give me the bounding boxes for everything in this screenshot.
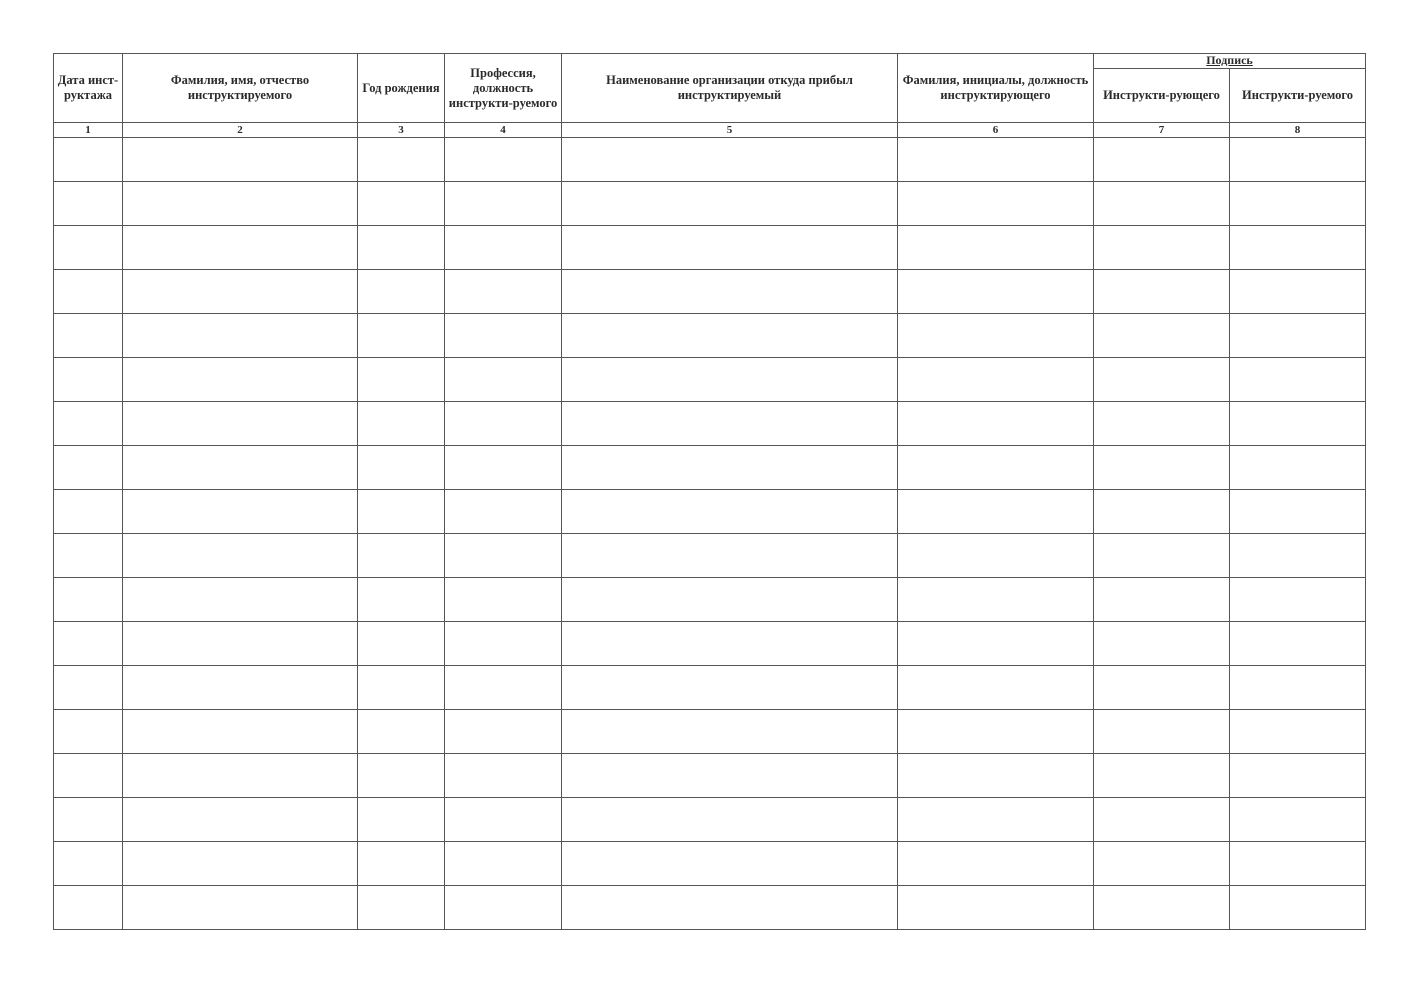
table-cell[interactable]: [1094, 358, 1230, 402]
table-row: [54, 710, 1366, 754]
table-cell[interactable]: [123, 358, 358, 402]
table-cell[interactable]: [358, 358, 445, 402]
table-cell[interactable]: [123, 578, 358, 622]
table-cell[interactable]: [358, 314, 445, 358]
table-cell[interactable]: [54, 710, 123, 754]
table-cell[interactable]: [562, 490, 898, 534]
table-cell[interactable]: [898, 138, 1094, 182]
table-cell[interactable]: [1230, 842, 1366, 886]
table-body: [54, 138, 1366, 930]
table-cell[interactable]: [358, 886, 445, 930]
table-cell[interactable]: [898, 798, 1094, 842]
table-cell[interactable]: [123, 446, 358, 490]
table-row: [54, 182, 1366, 226]
table-cell[interactable]: [1094, 798, 1230, 842]
header-birth-year: [358, 54, 445, 123]
table-cell[interactable]: [898, 490, 1094, 534]
table-cell[interactable]: [1230, 446, 1366, 490]
column-number: 3: [358, 123, 445, 138]
table-cell[interactable]: [358, 182, 445, 226]
header-sign-instructor: [1094, 69, 1230, 123]
table-cell[interactable]: [898, 270, 1094, 314]
table-row: [54, 578, 1366, 622]
table-cell[interactable]: [123, 842, 358, 886]
table-cell[interactable]: [54, 886, 123, 930]
table-cell[interactable]: [898, 314, 1094, 358]
table-row: [54, 622, 1366, 666]
table-cell[interactable]: [54, 226, 123, 270]
table-cell[interactable]: [445, 226, 562, 270]
table-cell[interactable]: [562, 314, 898, 358]
table-cell[interactable]: [54, 754, 123, 798]
table-cell[interactable]: [898, 446, 1094, 490]
table-cell[interactable]: [1094, 402, 1230, 446]
header-signature: Подпись: [1094, 54, 1366, 69]
table-cell[interactable]: [898, 666, 1094, 710]
header-organization: [562, 54, 898, 123]
table-cell[interactable]: [1230, 270, 1366, 314]
table-cell[interactable]: [1230, 886, 1366, 930]
table-cell[interactable]: [898, 402, 1094, 446]
table-cell[interactable]: [123, 622, 358, 666]
table-cell[interactable]: [562, 182, 898, 226]
table-cell[interactable]: [898, 358, 1094, 402]
table-cell[interactable]: [358, 710, 445, 754]
table-cell[interactable]: [1094, 842, 1230, 886]
header-instructor: [898, 54, 1094, 123]
header-birth-year-label: Год рождения: [362, 80, 440, 95]
table-cell[interactable]: [445, 182, 562, 226]
table-cell[interactable]: [445, 490, 562, 534]
table-cell[interactable]: [358, 138, 445, 182]
table-cell[interactable]: [358, 226, 445, 270]
table-cell[interactable]: [445, 886, 562, 930]
table-cell[interactable]: [1094, 578, 1230, 622]
table-cell[interactable]: [445, 754, 562, 798]
table-cell[interactable]: [1094, 182, 1230, 226]
instruction-journal-table: [53, 53, 1366, 930]
table-cell[interactable]: [1094, 226, 1230, 270]
header-sign-instructor-label: Инструкти-рующего: [1103, 88, 1220, 102]
table-cell[interactable]: [54, 314, 123, 358]
table-cell[interactable]: [123, 314, 358, 358]
table-cell[interactable]: [562, 534, 898, 578]
table-cell[interactable]: [358, 798, 445, 842]
table-cell[interactable]: [1094, 138, 1230, 182]
table-cell[interactable]: [1094, 490, 1230, 534]
table-cell[interactable]: [562, 578, 898, 622]
table-cell[interactable]: [562, 358, 898, 402]
table-cell[interactable]: [54, 182, 123, 226]
table-cell[interactable]: [54, 358, 123, 402]
header-date: [54, 54, 123, 123]
table-cell[interactable]: [1094, 666, 1230, 710]
table-cell[interactable]: [898, 182, 1094, 226]
table-cell[interactable]: [445, 578, 562, 622]
table-cell[interactable]: [562, 666, 898, 710]
table-cell[interactable]: [54, 402, 123, 446]
table-cell[interactable]: [358, 842, 445, 886]
table-row: [54, 534, 1366, 578]
table-cell[interactable]: [123, 886, 358, 930]
table-cell[interactable]: [358, 754, 445, 798]
table-cell[interactable]: [54, 622, 123, 666]
table-cell[interactable]: [898, 754, 1094, 798]
table-cell[interactable]: [898, 886, 1094, 930]
table-cell[interactable]: [445, 798, 562, 842]
table-cell[interactable]: [562, 446, 898, 490]
table-cell[interactable]: [445, 666, 562, 710]
table-cell[interactable]: [54, 534, 123, 578]
table-cell[interactable]: [562, 886, 898, 930]
table-cell[interactable]: [445, 710, 562, 754]
table-cell[interactable]: [1230, 490, 1366, 534]
table-cell[interactable]: [54, 842, 123, 886]
table-cell[interactable]: [1230, 534, 1366, 578]
table-cell[interactable]: [1094, 622, 1230, 666]
table-cell[interactable]: [54, 578, 123, 622]
table-cell[interactable]: [123, 754, 358, 798]
table-cell[interactable]: [54, 138, 123, 182]
header-profession: [445, 54, 562, 123]
column-number: 5: [562, 123, 898, 138]
table-cell[interactable]: [123, 798, 358, 842]
header-date-label: Дата инст-руктажа: [57, 73, 119, 102]
table-cell[interactable]: [1230, 402, 1366, 446]
table-cell[interactable]: [358, 270, 445, 314]
table-cell[interactable]: [1094, 710, 1230, 754]
table-cell[interactable]: [1230, 314, 1366, 358]
table-cell[interactable]: [1230, 226, 1366, 270]
table-cell[interactable]: [123, 270, 358, 314]
column-number: 7: [1094, 123, 1230, 138]
column-number: 8: [1230, 123, 1366, 138]
table-cell[interactable]: [123, 534, 358, 578]
header-sign-instructed-label: Инструкти-руемого: [1242, 88, 1353, 102]
table-cell[interactable]: [123, 666, 358, 710]
header-full-name: [123, 54, 358, 123]
table-cell[interactable]: [898, 578, 1094, 622]
column-number: 1: [54, 123, 123, 138]
table-row: [54, 842, 1366, 886]
table-cell[interactable]: [1230, 622, 1366, 666]
header-sign-instructed: [1230, 69, 1366, 123]
column-number: 4: [445, 123, 562, 138]
table-cell[interactable]: [562, 622, 898, 666]
table-row: [54, 270, 1366, 314]
table-cell[interactable]: [562, 270, 898, 314]
table-cell[interactable]: [562, 402, 898, 446]
table-cell[interactable]: [1230, 358, 1366, 402]
table-row: [54, 798, 1366, 842]
table-cell[interactable]: [123, 226, 358, 270]
table-cell[interactable]: [123, 138, 358, 182]
table-row: [54, 666, 1366, 710]
table-cell[interactable]: [358, 622, 445, 666]
table-cell[interactable]: [358, 402, 445, 446]
table-cell[interactable]: [358, 534, 445, 578]
table-cell[interactable]: [1230, 138, 1366, 182]
table-cell[interactable]: [1094, 446, 1230, 490]
table-row: [54, 490, 1366, 534]
header-instructor-label: Фамилия, инициалы, должность инструктирующего: [902, 73, 1089, 102]
table-cell[interactable]: [123, 490, 358, 534]
table-cell[interactable]: [1230, 754, 1366, 798]
table-cell[interactable]: [54, 666, 123, 710]
table-cell[interactable]: [54, 446, 123, 490]
table-cell[interactable]: [54, 270, 123, 314]
table-cell[interactable]: [1094, 886, 1230, 930]
table-cell[interactable]: [358, 446, 445, 490]
table-cell[interactable]: [123, 402, 358, 446]
header-profession-label: Профессия, должность инструкти-руемого: [448, 65, 558, 110]
table-cell[interactable]: [54, 798, 123, 842]
table-cell[interactable]: [1230, 182, 1366, 226]
table-row: [54, 754, 1366, 798]
table-cell[interactable]: [445, 534, 562, 578]
table-row: [54, 314, 1366, 358]
table-cell[interactable]: [358, 578, 445, 622]
table-cell[interactable]: [445, 138, 562, 182]
table-cell[interactable]: [445, 270, 562, 314]
table-cell[interactable]: [445, 622, 562, 666]
table-cell[interactable]: [445, 402, 562, 446]
table-cell[interactable]: [898, 710, 1094, 754]
table-row: [54, 886, 1366, 930]
table-cell[interactable]: [123, 710, 358, 754]
header-full-name-label: Фамилия, имя, отчество инструктируемого: [170, 73, 310, 102]
table-cell[interactable]: [445, 446, 562, 490]
column-number-row: [54, 123, 1366, 138]
table-cell[interactable]: [1094, 314, 1230, 358]
table-cell[interactable]: [562, 754, 898, 798]
table-cell[interactable]: [1094, 534, 1230, 578]
table-row: [54, 138, 1366, 182]
table-cell[interactable]: [1094, 270, 1230, 314]
table-cell[interactable]: [358, 666, 445, 710]
table-cell[interactable]: [898, 842, 1094, 886]
table-cell[interactable]: [562, 138, 898, 182]
column-number: 2: [123, 123, 358, 138]
table-cell[interactable]: [562, 842, 898, 886]
table-cell[interactable]: [1094, 754, 1230, 798]
table-row: [54, 358, 1366, 402]
table-cell[interactable]: [1230, 710, 1366, 754]
header-organization-label: Наименование организации откуда прибыл инструктируемый: [606, 73, 853, 102]
column-number: 6: [898, 123, 1094, 138]
table-row: [54, 402, 1366, 446]
table-row: [54, 446, 1366, 490]
table-cell[interactable]: [562, 710, 898, 754]
table-cell[interactable]: [898, 622, 1094, 666]
table-cell[interactable]: [445, 358, 562, 402]
table-row: [54, 226, 1366, 270]
table-cell[interactable]: [1230, 798, 1366, 842]
table-cell[interactable]: [562, 798, 898, 842]
table-cell[interactable]: [358, 490, 445, 534]
table-cell[interactable]: [445, 842, 562, 886]
table-cell[interactable]: [54, 490, 123, 534]
table-cell[interactable]: [562, 226, 898, 270]
table-cell[interactable]: [898, 534, 1094, 578]
table-cell[interactable]: [898, 226, 1094, 270]
table-cell[interactable]: [123, 182, 358, 226]
table-cell[interactable]: [1230, 578, 1366, 622]
table-cell[interactable]: [445, 314, 562, 358]
table-cell[interactable]: [1230, 666, 1366, 710]
